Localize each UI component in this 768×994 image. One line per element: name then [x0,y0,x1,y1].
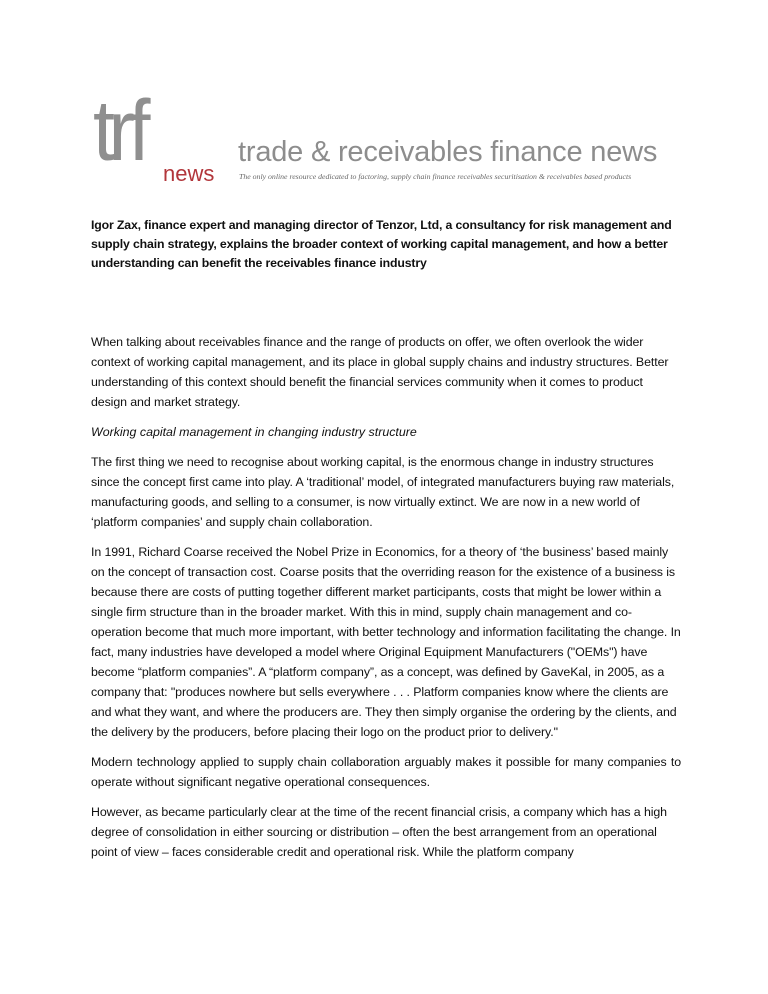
masthead-tagline: The only online resource dedicated to factoring, supply chain finance receivables securitisation & receivables based products [239,172,632,181]
article-paragraph: The first thing we need to recognise about working capital, is the enormous change in industry structures since the concept first came into play. A ‘traditional’ model, of integrated manufacturers buying raw materials, manufacturing goods, and selling to a consumer, is now virtually extinct. We are now in a new world of ‘platform companies’ and supply chain collaboration. [91,455,675,529]
article-body [91,216,681,872]
trf-logo-news: news [163,161,215,186]
article-paragraph: In 1991, Richard Coarse received the Nobel Prize in Economics, for a theory of ‘the business’ based mainly on the concept of transaction cost. Coarse posits that the overriding reason for the existence of a business is because there are costs of putting together different market participants, costs that might be lower within a single firm structure than in the broader market. With this in mind, supply chain management and co-operation become that much more important, with better technology and information facilitating the change. In fact, many industries have developed a model where Original Equipment Manufacturers ("OEMs") have become “platform companies”. A “platform company”, as a concept, was defined by GaveKal, in 2005, as a company that: "produces nowhere but sells everywhere . . . Platform companies know where the clients are and what they want, and where the producers are. They then simply organise the ordering by the clients, and the delivery by the producers, before placing their logo on the product prior to delivery." [91,545,681,739]
article-subheading: Working capital management in changing industry structure [91,425,417,439]
masthead-title: trade & receivables finance news [238,136,658,168]
trf-logo: trf [93,83,145,179]
article-paragraph: Modern technology applied to supply chain collaboration arguably makes it possible for many companies to operate without significant negative operational consequences. [91,755,681,789]
article-paragraph: However, as became particularly clear at the time of the recent financial crisis, a company which has a high degree of consolidation in either sourcing or distribution – often the best arrangement from an operational point of view – faces considerable credit and operational risk. While the platform company [91,805,667,859]
article-paragraph: When talking about receivables finance and the range of products on offer, we often overlook the wider context of working capital management, and its place in global supply chains and industry structures. Better understanding of this context should benefit the financial services community when it comes to product design and market strategy. [91,335,669,409]
article-lede: Igor Zax, finance expert and managing director of Tenzor, Ltd, a consultancy for risk management and supply chain strategy, explains the broader context of working capital management, and how a better understanding can benefit the receivables finance industry [91,218,672,270]
